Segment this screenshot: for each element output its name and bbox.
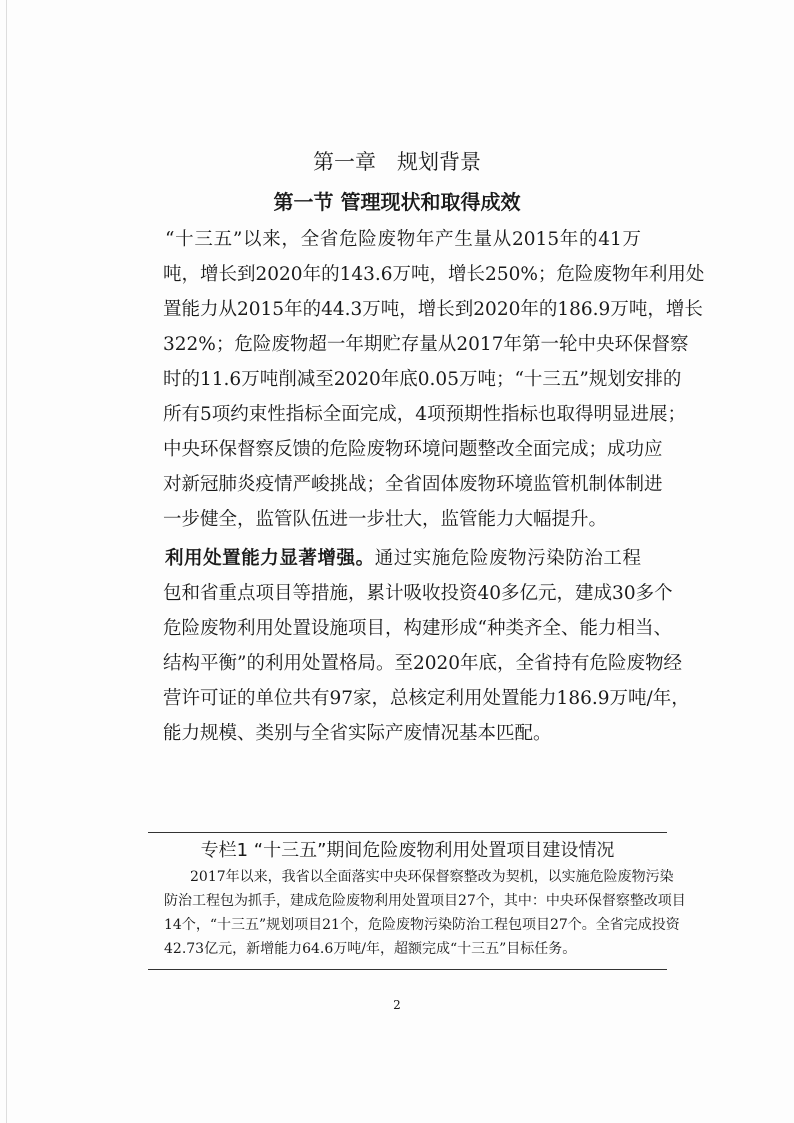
box-title: 专栏1 “十三五”期间危险废物利用处置项目建设情况 [200, 840, 615, 861]
paragraph-capacity [163, 541, 690, 751]
text-line: 一步健全，监管队伍进一步壮大，监管能力大幅提升。 [163, 509, 608, 530]
info-box [148, 832, 686, 970]
text-line: 能力规模、类别与全省实际产废情况基本匹配。 [163, 723, 552, 744]
text-line: 2017年以来，我省以全面落实中央环保督察整改为契机，以实施危险废物污染 [190, 869, 674, 885]
section-title: 第一节 管理现状和取得成效 [273, 190, 521, 214]
text-line: 危险废物利用处置设施项目，构建形成“种类齐全、能力相当、 [163, 618, 672, 639]
text-line: 322%；危险废物超一年期贮存量从2017年第一轮中央环保督察 [163, 334, 689, 355]
paragraph-overview [163, 222, 705, 537]
text-line: 14个，“十三五”规划项目21个，危险废物污染防治工程包项目27个。全省完成投资 [164, 917, 680, 933]
text-line: “十三五”以来，全省危险废物年产生量从2015年的41万 [165, 229, 641, 250]
text-line: 时的11.6万吨削减至2020年底0.05万吨；“十三五”规划安排的 [163, 369, 682, 390]
paragraph-lead: 利用处置能力显著增强。 [165, 548, 375, 569]
text-line: 营许可证的单位共有97家，总核定利用处置能力186.9万吨/年， [163, 688, 690, 709]
text-line: 中央环保督察反馈的危险废物环境问题整改全面完成；成功应 [163, 439, 663, 460]
text-line: 包和省重点项目等措施，累计吸收投资40多亿元，建成30多个 [163, 583, 673, 604]
page-number: 2 [393, 998, 401, 1012]
text-line: 置能力从2015年的44.3万吨，增长到2020年的186.9万吨，增长 [163, 299, 703, 320]
text-line: 对新冠肺炎疫情严峻挑战；全省固体废物环境监管机制体制进 [163, 474, 663, 495]
text-span: 通过实施危险废物污染防治工程 [374, 548, 641, 569]
text-line: 防治工程包为抓手，建成危险废物利用处置项目27个，其中：中央环保督察整改项目 [164, 893, 686, 909]
text-line: 吨，增长到2020年的143.6万吨，增长250%；危险废物年利用处 [163, 264, 705, 285]
text-line: 所有5项约束性指标全面完成，4项预期性指标也取得明显进展； [163, 404, 687, 425]
text-line: 42.73亿元，新增能力64.6万吨/年，超额完成“十三五”目标任务。 [164, 941, 577, 957]
text-line [163, 541, 641, 576]
chapter-title: 第一章 规划背景 [313, 150, 481, 174]
text-line: 结构平衡”的利用处置格局。至2020年底，全省持有危险废物经 [163, 653, 683, 674]
box-body [148, 865, 686, 961]
